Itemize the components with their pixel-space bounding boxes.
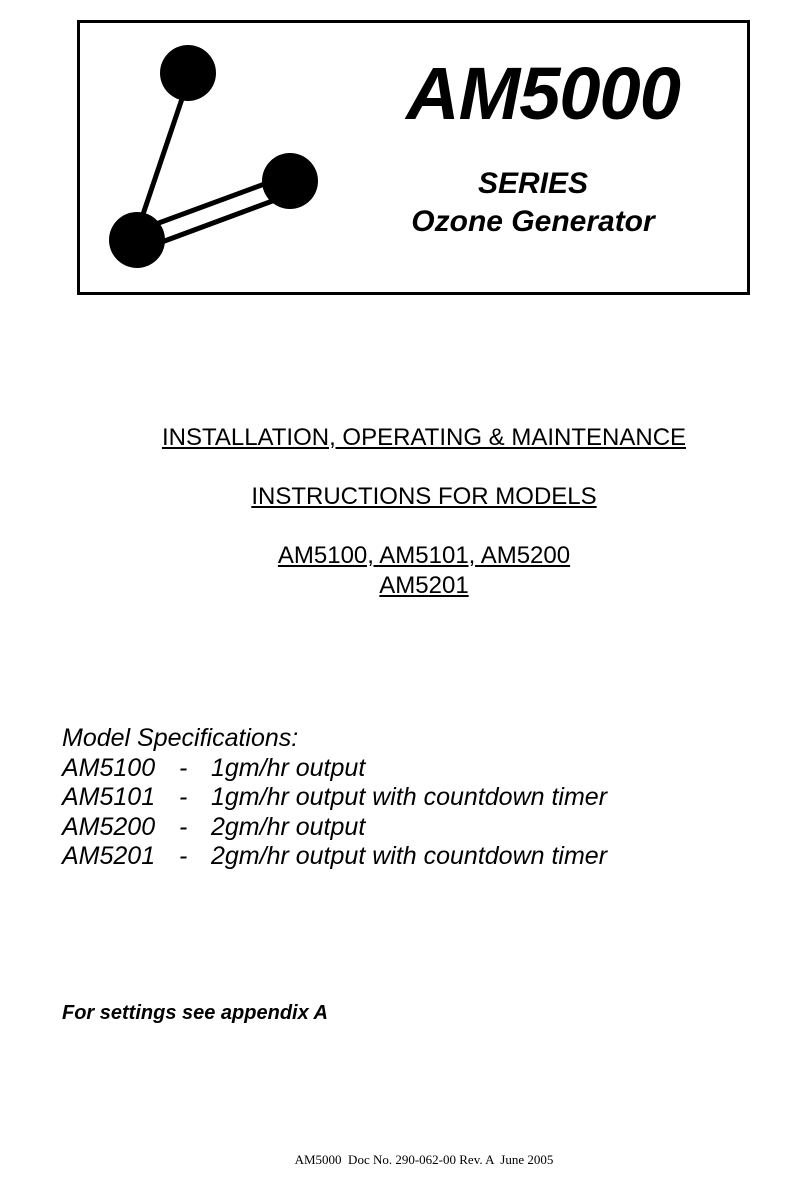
product-title: AM5000	[406, 52, 680, 135]
spec-row	[62, 754, 607, 784]
spec-separator: -	[179, 783, 188, 811]
spec-model: AM5200	[62, 812, 156, 841]
spec-description: 1gm/hr output with countdown timer	[211, 783, 608, 811]
spec-row	[62, 813, 607, 843]
heading-line-2: INSTRUCTIONS FOR MODELS	[251, 483, 597, 510]
spec-description: 2gm/hr output	[211, 812, 366, 841]
header-box	[77, 20, 750, 295]
settings-note: For settings see appendix A	[62, 1002, 328, 1024]
model-specifications	[62, 724, 607, 872]
spec-row	[62, 783, 607, 813]
spec-row	[62, 842, 607, 872]
specs-title: Model Specifications:	[62, 724, 299, 752]
heading-line-4: AM5201	[379, 572, 469, 599]
spec-description: 1gm/hr output	[211, 753, 366, 782]
heading-line-3: AM5100, AM5101, AM5200	[277, 542, 571, 569]
footer-doc-info: AM5000 Doc No. 290-062-00 Rev. A June 2005	[294, 1152, 554, 1167]
ozone-molecule-icon	[102, 33, 322, 273]
series-label: SERIES	[477, 167, 589, 200]
spec-model: AM5100	[62, 753, 156, 782]
spec-description: 2gm/hr output with countdown timer	[211, 842, 608, 870]
product-subtitle: Ozone Generator	[411, 205, 655, 238]
spec-model: AM5201	[62, 842, 156, 870]
spec-model: AM5101	[62, 783, 156, 811]
spec-separator: -	[179, 812, 188, 841]
spec-separator: -	[179, 842, 188, 870]
spec-separator: -	[179, 753, 188, 782]
heading-line-1: INSTALLATION, OPERATING & MAINTENANCE	[161, 424, 687, 451]
